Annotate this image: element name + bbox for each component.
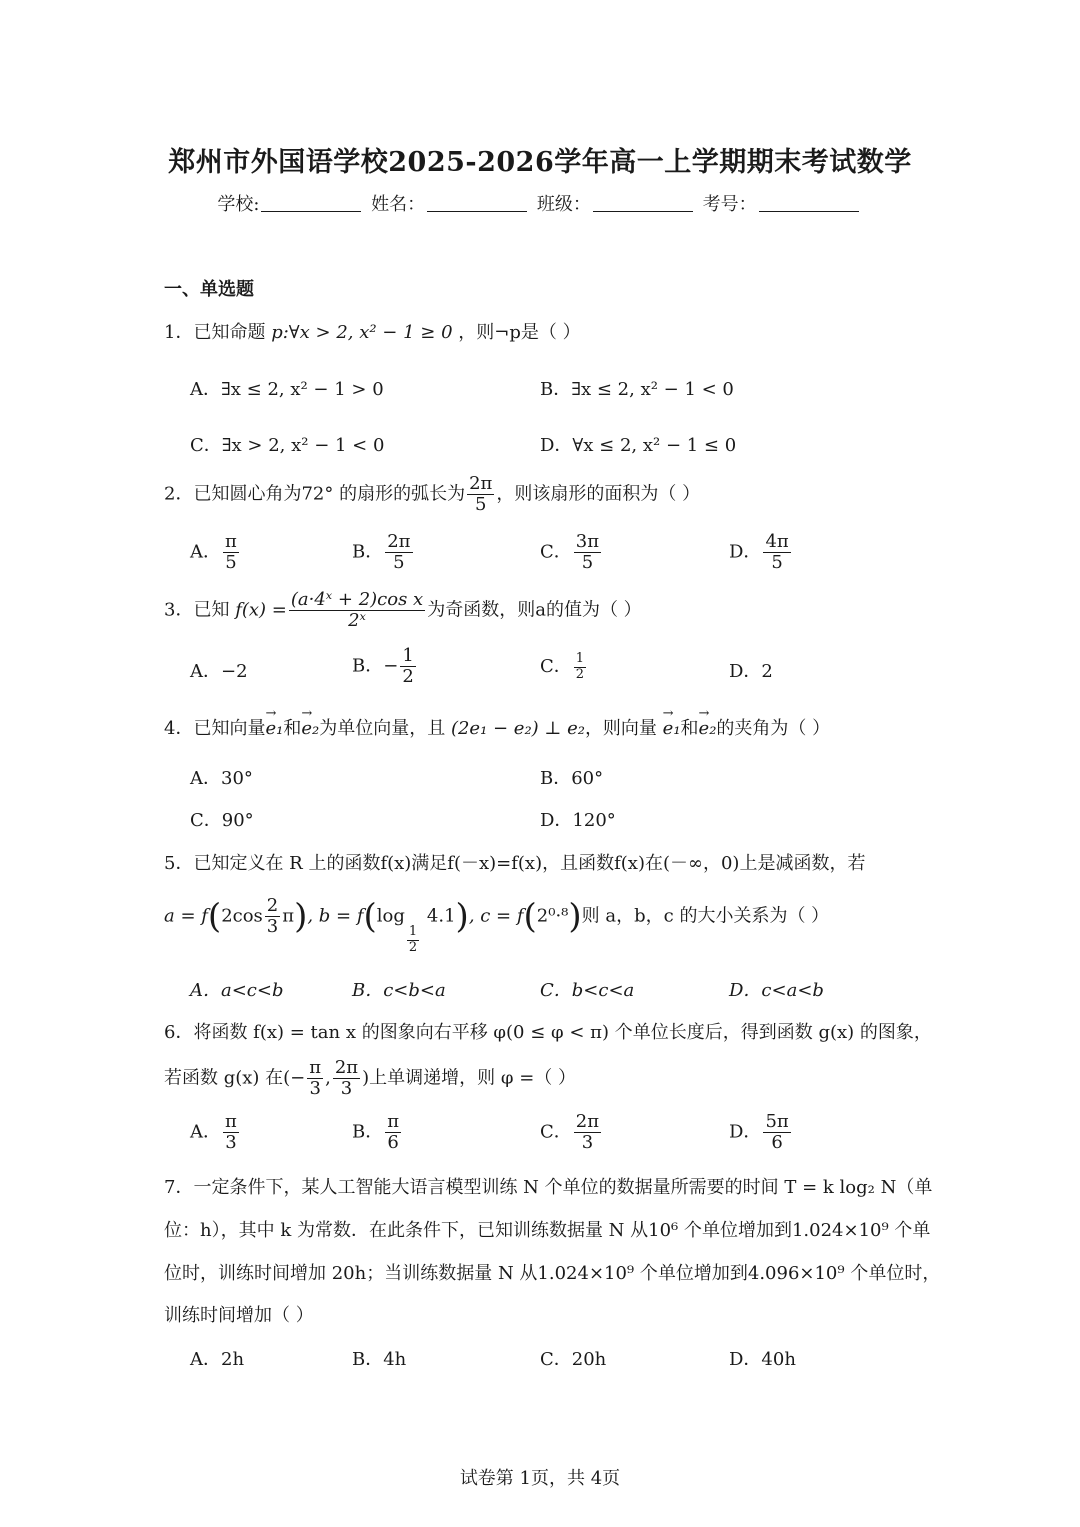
q2-option-b-label: B． — [352, 541, 384, 563]
q5-b-inner: log — [376, 905, 405, 927]
q5-a-close-paren: ) — [294, 896, 308, 937]
q5-c-prefix: , c = f — [468, 905, 524, 927]
q5-a-inner-a: 2cos — [221, 905, 263, 927]
q6-interval-frac-2 — [333, 1058, 360, 1099]
question-4 — [164, 714, 830, 740]
q2-option-b-num: 2π — [387, 531, 411, 552]
q6-option-a-frac — [223, 1112, 239, 1153]
q2-option-d-num: 4π — [765, 531, 789, 552]
q6-interval-frac-1 — [307, 1058, 323, 1099]
q2-option-a-num: π — [225, 531, 237, 552]
q4-stem-a: 4．已知向量 — [164, 718, 266, 739]
question-7-line-4: 训练时间增加（ ） — [164, 1305, 314, 1326]
q4-condition: (2e₁ − e₂) ⊥ e₂ — [450, 718, 585, 739]
name-blank[interactable] — [427, 195, 527, 212]
q6-option-d-label: D． — [729, 1121, 762, 1143]
q6-option-c[interactable] — [540, 1112, 603, 1153]
q6-frac2-num: 2π — [334, 1057, 359, 1078]
q6-option-a-den: 3 — [225, 1131, 237, 1153]
q3-option-b-den: 2 — [402, 665, 414, 687]
q1-option-c[interactable]: C．∃x > 2, x² − 1 < 0 — [190, 435, 385, 456]
q6-option-d-frac — [763, 1112, 790, 1153]
q3-option-d[interactable]: D．2 — [729, 661, 773, 682]
q6-option-a-num: π — [225, 1111, 237, 1132]
q2-option-a-frac — [223, 532, 239, 573]
q1-stem-a: 1．已知命题 — [164, 322, 266, 343]
q6-option-b-label: B． — [352, 1121, 384, 1143]
q1-stem-b: ，则¬p是（ ） — [458, 322, 581, 343]
q6-option-c-frac — [574, 1112, 601, 1153]
q2-option-b-frac — [385, 532, 412, 573]
q2-option-d-label: D． — [729, 541, 762, 563]
q2-option-b-den: 5 — [393, 551, 405, 573]
q6-option-b-num: π — [387, 1111, 400, 1132]
q7-option-c[interactable]: C．20h — [540, 1349, 607, 1370]
q4-vector-e2-again: → e₂ — [699, 718, 717, 739]
student-info-line — [0, 190, 1080, 216]
q1-stem-expr: p:∀x > 2, x² − 1 ≥ 0 — [271, 322, 453, 343]
q6-line2-a: 若函数 g(x) 在(− — [164, 1067, 306, 1089]
q5-line2-end: 则 a，b，c 的大小关系为（ ） — [581, 905, 830, 927]
q2-option-a-den: 5 — [225, 551, 237, 573]
q4-vector-e1-again: → e₁ — [663, 718, 681, 739]
school-blank[interactable] — [261, 195, 361, 212]
q5-c-inner: 2⁰·⁸ — [536, 905, 569, 927]
q3-func: f(x) = — [235, 599, 287, 621]
q1-option-b[interactable]: B．∃x ≤ 2, x² − 1 < 0 — [540, 379, 734, 400]
q6-option-a[interactable] — [190, 1112, 241, 1153]
q4-vector-e2: → e₂ — [301, 718, 319, 739]
q5-a-den: 3 — [266, 915, 279, 937]
q4-vector-e1: → e₁ — [265, 718, 283, 739]
question-3 — [164, 590, 642, 631]
question-7-line-3: 位时，训练时间增加 20h；当训练数据量 N 从1.024×10⁹ 个单位增加到4.096×10⁹ 个单位时， — [164, 1263, 941, 1284]
q6-option-a-label: A． — [190, 1121, 221, 1143]
q4-and-2: 和 — [680, 718, 699, 739]
q4-option-c[interactable]: C．90° — [190, 810, 254, 831]
q2-option-c-num: 3π — [575, 531, 600, 552]
question-2 — [164, 474, 700, 515]
q2-arc-fraction — [467, 474, 494, 515]
q5-option-c[interactable]: C．b<c<a — [540, 980, 635, 1001]
q5-b-base-den: 2 — [408, 939, 418, 955]
q2-stem-a: 2．已知圆心角为72° 的扇形的弧长为 — [164, 483, 466, 505]
q4-stem-b: 为单位向量，且 — [319, 718, 446, 739]
q3-stem-b: 为奇函数，则a的值为（ ） — [427, 599, 642, 621]
q3-option-c-frac — [574, 652, 586, 682]
q2-option-d[interactable] — [729, 532, 793, 573]
q4-stem-c: ，则向量 — [584, 718, 657, 739]
school-label: 学校: — [217, 194, 260, 215]
q2-option-c-frac — [574, 532, 601, 573]
q5-a-prefix: a = f — [164, 905, 208, 927]
q2-stem-b: ，则该扇形的面积为（ ） — [496, 483, 701, 505]
q5-c-close-paren: ) — [568, 896, 582, 937]
q3-func-num: (a·4ˣ + 2)cos x — [290, 589, 424, 610]
q6-frac2-den: 3 — [340, 1077, 353, 1099]
q6-option-b-frac — [385, 1112, 401, 1153]
q3-option-a[interactable]: A．−2 — [190, 661, 248, 682]
q3-stem-a: 3．已知 — [164, 599, 230, 621]
q5-b-base-num: 1 — [408, 924, 418, 940]
q2-arc-num: 2π — [469, 473, 493, 494]
class-label: 班级： — [536, 194, 591, 215]
q5-a-open-paren: ( — [207, 896, 222, 937]
q2-arc-den: 5 — [475, 493, 487, 515]
q2-option-c-den: 5 — [581, 551, 594, 573]
question-5-line-1: 5．已知定义在 R 上的函数f(x)满足f(－x)=f(x)，且函数f(x)在(－∞，0)上是减函数，若 — [164, 853, 866, 874]
q1-option-a[interactable]: A．∃x ≤ 2, x² − 1 > 0 — [190, 379, 384, 400]
q6-option-c-label: C． — [540, 1121, 572, 1143]
q5-option-b[interactable]: B．c<b<a — [352, 980, 446, 1001]
q1-option-d[interactable]: D．∀x ≤ 2, x² − 1 ≤ 0 — [540, 435, 737, 456]
question-6-line-2 — [164, 1058, 576, 1099]
question-7-line-1: 7．一定条件下，某人工智能大语言模型训练 N 个单位的数据量所需要的时间 T = k log₂ N（单 — [164, 1177, 933, 1198]
q5-a-inner-b: π — [282, 905, 295, 927]
question-5-line-2 — [164, 896, 829, 955]
q5-option-d[interactable]: D．c<a<b — [729, 980, 824, 1001]
q5-b-base-frac — [407, 925, 419, 955]
section-title: 一、单选题 — [164, 279, 254, 300]
q6-option-c-den: 3 — [581, 1131, 594, 1153]
exam-number-blank[interactable] — [759, 195, 859, 212]
q7-option-a[interactable]: A．2h — [190, 1349, 245, 1370]
class-blank[interactable] — [593, 195, 693, 212]
exam-title: 郑州市外国语学校2025-2026学年高一上学期期末考试数学 — [168, 147, 912, 178]
q2-option-d-den: 5 — [771, 551, 783, 573]
q3-option-b-frac — [400, 646, 415, 687]
q3-func-den: 2ˣ — [348, 609, 366, 631]
question-7-line-2: 位：h），其中 k 为常数．在此条件下，已知训练数据量 N 从10⁶ 个单位增加到1.024×10⁹ 个单 — [164, 1220, 931, 1241]
exam-number-label: 考号： — [702, 194, 757, 215]
q6-option-d-den: 6 — [771, 1131, 783, 1153]
q6-option-c-num: 2π — [575, 1111, 600, 1132]
q3-option-b-num: 1 — [402, 645, 414, 666]
question-1 — [164, 318, 581, 344]
q6-option-b[interactable] — [352, 1112, 403, 1153]
q6-option-b-den: 6 — [387, 1131, 399, 1153]
q3-option-c[interactable] — [540, 652, 588, 682]
q2-option-a[interactable] — [190, 532, 241, 573]
q3-option-b-label: B．− — [352, 655, 399, 677]
q3-option-c-num: 1 — [575, 651, 585, 667]
q6-frac1-den: 3 — [309, 1077, 321, 1099]
q7-option-b[interactable]: B．4h — [352, 1349, 407, 1370]
q6-comma: , — [325, 1067, 331, 1089]
q5-b-arg: 4.1 — [421, 905, 456, 927]
q5-c-open-paren: ( — [523, 896, 537, 937]
q7-option-d[interactable]: D．40h — [729, 1349, 796, 1370]
q5-b-open-paren: ( — [363, 896, 377, 937]
q6-option-d[interactable] — [729, 1112, 793, 1153]
q4-stem-d: 的夹角为（ ） — [716, 718, 831, 739]
q4-and-1: 和 — [283, 718, 302, 739]
q3-option-c-label: C． — [540, 656, 572, 677]
q3-option-c-den: 2 — [575, 666, 585, 682]
q6-option-d-num: 5π — [765, 1111, 789, 1132]
name-label: 姓名： — [371, 194, 426, 215]
q2-option-b[interactable] — [352, 532, 415, 573]
question-6-line-1: 6．将函数 f(x) = tan x 的图象向右平移 φ(0 ≤ φ < π) 个单位长度后，得到函数 g(x) 的图象， — [164, 1022, 932, 1043]
q5-a-num: 2 — [266, 895, 279, 916]
q3-func-fraction — [289, 590, 425, 631]
page-footer: 试卷第 1页，共 4页 — [459, 1468, 621, 1489]
q4-option-d[interactable]: D．120° — [540, 810, 616, 831]
q5-b-prefix: , b = f — [307, 905, 364, 927]
q2-option-c[interactable] — [540, 532, 603, 573]
q6-line2-b: )上单调递增，则 φ =（ ） — [362, 1067, 577, 1089]
q2-option-c-label: C． — [540, 541, 572, 563]
q2-option-a-label: A． — [190, 541, 221, 563]
q2-option-d-frac — [763, 532, 790, 573]
q4-option-a[interactable]: A．30° — [190, 768, 253, 789]
q5-a-frac — [265, 896, 280, 937]
q3-option-b[interactable] — [352, 646, 418, 687]
q6-frac1-num: π — [309, 1057, 322, 1078]
q5-b-close-paren: ) — [455, 896, 469, 937]
q4-option-b[interactable]: B．60° — [540, 768, 604, 789]
q5-option-a[interactable]: A．a<c<b — [190, 980, 284, 1001]
